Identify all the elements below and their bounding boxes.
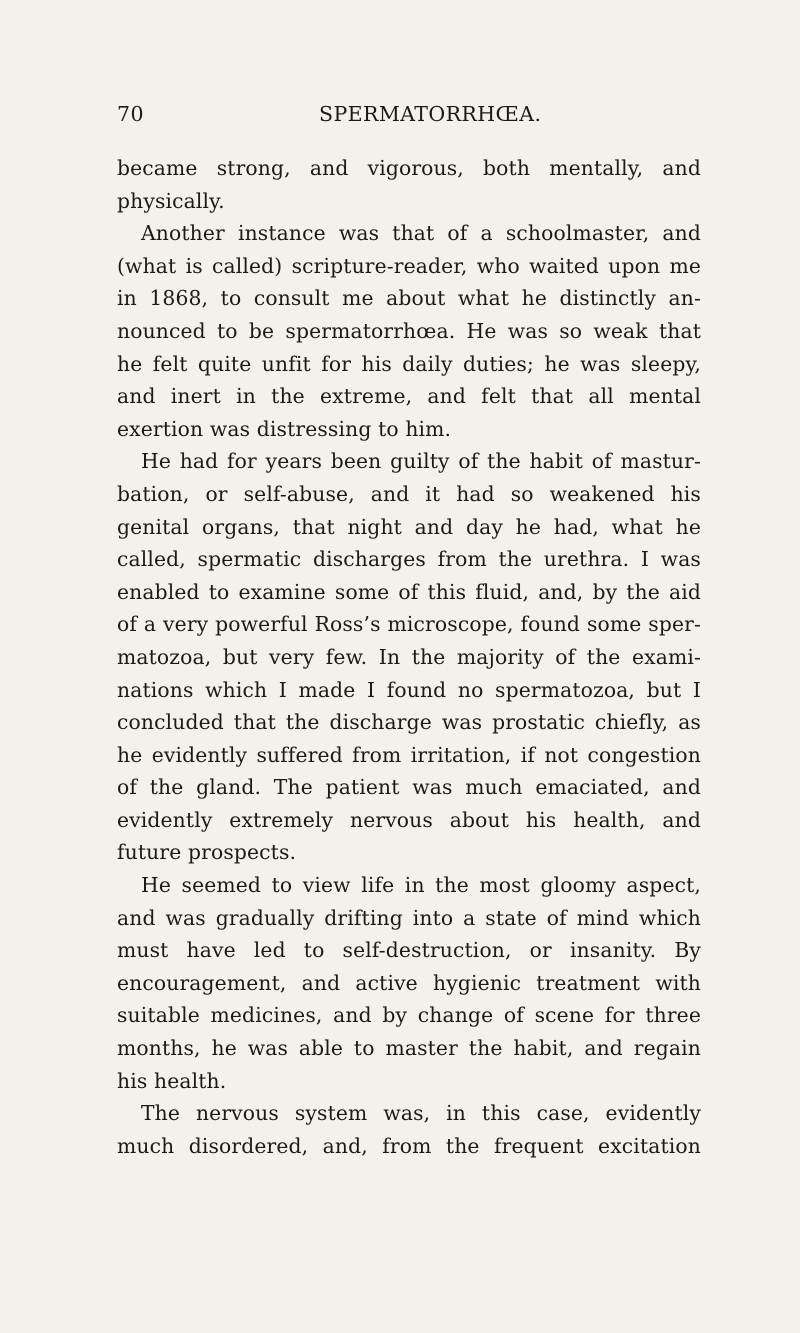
text-line: concluded that the discharge was prostatic chiefly, as	[117, 710, 701, 735]
text-line: He seemed to view life in the most gloomy aspect,	[141, 873, 701, 898]
text-line: nations which I made I found no spermatozoa, but I	[117, 677, 701, 702]
text-line: genital organs, that night and day he had, what he	[117, 514, 701, 539]
text-line: future prospects.	[117, 840, 297, 865]
text-line: matozoa, but very few. In the majority of the exami-	[117, 644, 701, 669]
text-line: (what is called) scripture-reader, who waited upon me	[117, 253, 701, 278]
text-line: months, he was able to master the habit, and regain	[117, 1036, 701, 1061]
text-line: he felt quite unfit for his daily duties; he was sleepy,	[117, 351, 701, 376]
text-line: The nervous system was, in this case, evidently	[141, 1101, 701, 1126]
text-line: exertion was distressing to him.	[117, 416, 452, 441]
text-line: called, spermatic discharges from the urethra. I was	[117, 547, 701, 572]
text-line: he evidently suffered from irritation, if not congestion	[117, 742, 701, 767]
text-line: physically.	[117, 188, 225, 213]
text-line: encouragement, and active hygienic treatment with	[117, 970, 701, 995]
text-line: his health.	[117, 1068, 227, 1093]
text-line: of a very powerful Ross’s microscope, found some sper-	[117, 612, 701, 637]
text-line: Another instance was that of a schoolmaster, and	[141, 221, 701, 246]
page-number: 70	[117, 102, 144, 126]
text-line: bation, or self-abuse, and it had so weakened his	[117, 481, 701, 506]
text-line: evidently extremely nervous about his health, and	[117, 807, 701, 832]
text-line: of the gland. The patient was much emaciated, and	[117, 775, 701, 800]
text-line: He had for years been guilty of the habit of mastur-	[141, 449, 701, 474]
text-line: much disordered, and, from the frequent excitation	[117, 1133, 701, 1158]
body-text	[117, 152, 701, 1162]
text-line: nounced to be spermatorrhœa. He was so weak that	[117, 318, 701, 343]
text-line: and was gradually drifting into a state of mind which	[117, 905, 701, 930]
running-head	[117, 100, 699, 128]
text-line: became strong, and vigorous, both mentally, and	[117, 156, 701, 180]
text-line: suitable medicines, and by change of scene for three	[117, 1003, 701, 1028]
text-line: in 1868, to consult me about what he distinctly an-	[117, 286, 701, 311]
text-line: and inert in the extreme, and felt that all mental	[117, 384, 701, 409]
text-line: enabled to examine some of this fluid, and, by the aid	[117, 579, 701, 604]
running-title: SPERMATORRHŒA.	[319, 102, 542, 126]
text-line: must have led to self-destruction, or insanity. By	[117, 938, 701, 963]
